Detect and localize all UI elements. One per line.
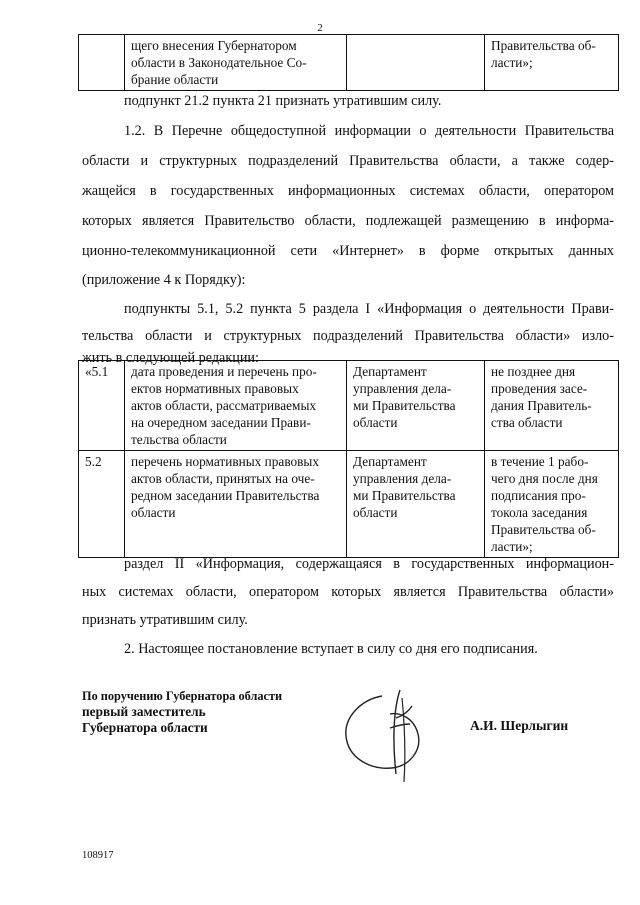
table-cell-number: [79, 35, 125, 91]
table-cell-description: щего внесения Губернатором области в Законодательное Со- брание области: [125, 35, 347, 91]
table-cell-term: Правительства об- ласти»;: [485, 35, 619, 91]
body-line: которых является Правительство области, подлежащей размещению в информа-: [82, 213, 614, 229]
table-row: [79, 361, 619, 451]
body-line: 1.2. В Перечне общедоступной информации о деятельности Правительства: [124, 123, 614, 139]
amendment-table: [78, 360, 619, 558]
body-line: области и структурных подразделений Правительства области, а также содер-: [82, 153, 614, 169]
body-line: признать утратившим силу.: [82, 612, 248, 628]
body-line: 2. Настоящее постановление вступает в силу со дня его подписания.: [124, 641, 538, 657]
table-row: [79, 451, 619, 558]
table-cell-term: не позднее дня проведения засе- дания Правитель- ства области: [485, 361, 619, 451]
table-cell-department: Департамент управления дела- ми Правительства области: [347, 361, 485, 451]
document-number: 108917: [82, 850, 114, 861]
table-cell-description: дата проведения и перечень про- ектов нормативных правовых актов области, рассматриваемых на очередном заседании Прави- тельства области: [125, 361, 347, 451]
table-cell-department: [347, 35, 485, 91]
table-cell-number: «5.1: [79, 361, 125, 451]
body-line: подпункты 5.1, 5.2 пункта 5 раздела I «Информация о деятельности Прави-: [124, 301, 614, 317]
table-cell-number: 5.2: [79, 451, 125, 558]
table-cell-description: перечень нормативных правовых актов области, принятых на оче- редном заседании Правительства области: [125, 451, 347, 558]
body-line: подпункт 21.2 пункта 21 признать утратившим силу.: [124, 93, 442, 109]
handwritten-signature-icon: [330, 678, 430, 788]
body-line: (приложение 4 к Порядку):: [82, 272, 246, 288]
body-line: ных системах области, оператором которых является Правительства области»: [82, 584, 614, 600]
continued-table: [78, 34, 619, 91]
page-number: 2: [317, 22, 323, 34]
body-line: раздел II «Информация, содержащаяся в государственных информацион-: [124, 556, 614, 572]
body-line: ционно-телекоммуникационной сети «Интернет» в форме открытых данных: [82, 243, 614, 259]
table-cell-term: в течение 1 рабо- чего дня после дня подписания про- токола заседания Правительства об- ласти»;: [485, 451, 619, 558]
signatory-name: А.И. Шерлыгин: [470, 718, 569, 733]
signatory-title: По поручению Губернатора области первый заместитель Губернатора области: [82, 689, 283, 735]
table-cell-department: Департамент управления дела- ми Правительства области: [347, 451, 485, 558]
body-line: жить в следующей редакции:: [82, 350, 259, 366]
body-line: тельства области и структурных подразделений Правительства области» изло-: [82, 328, 614, 344]
table-row: [79, 35, 619, 91]
body-line: жащейся в государственных информационных системах области, оператором: [82, 183, 614, 199]
